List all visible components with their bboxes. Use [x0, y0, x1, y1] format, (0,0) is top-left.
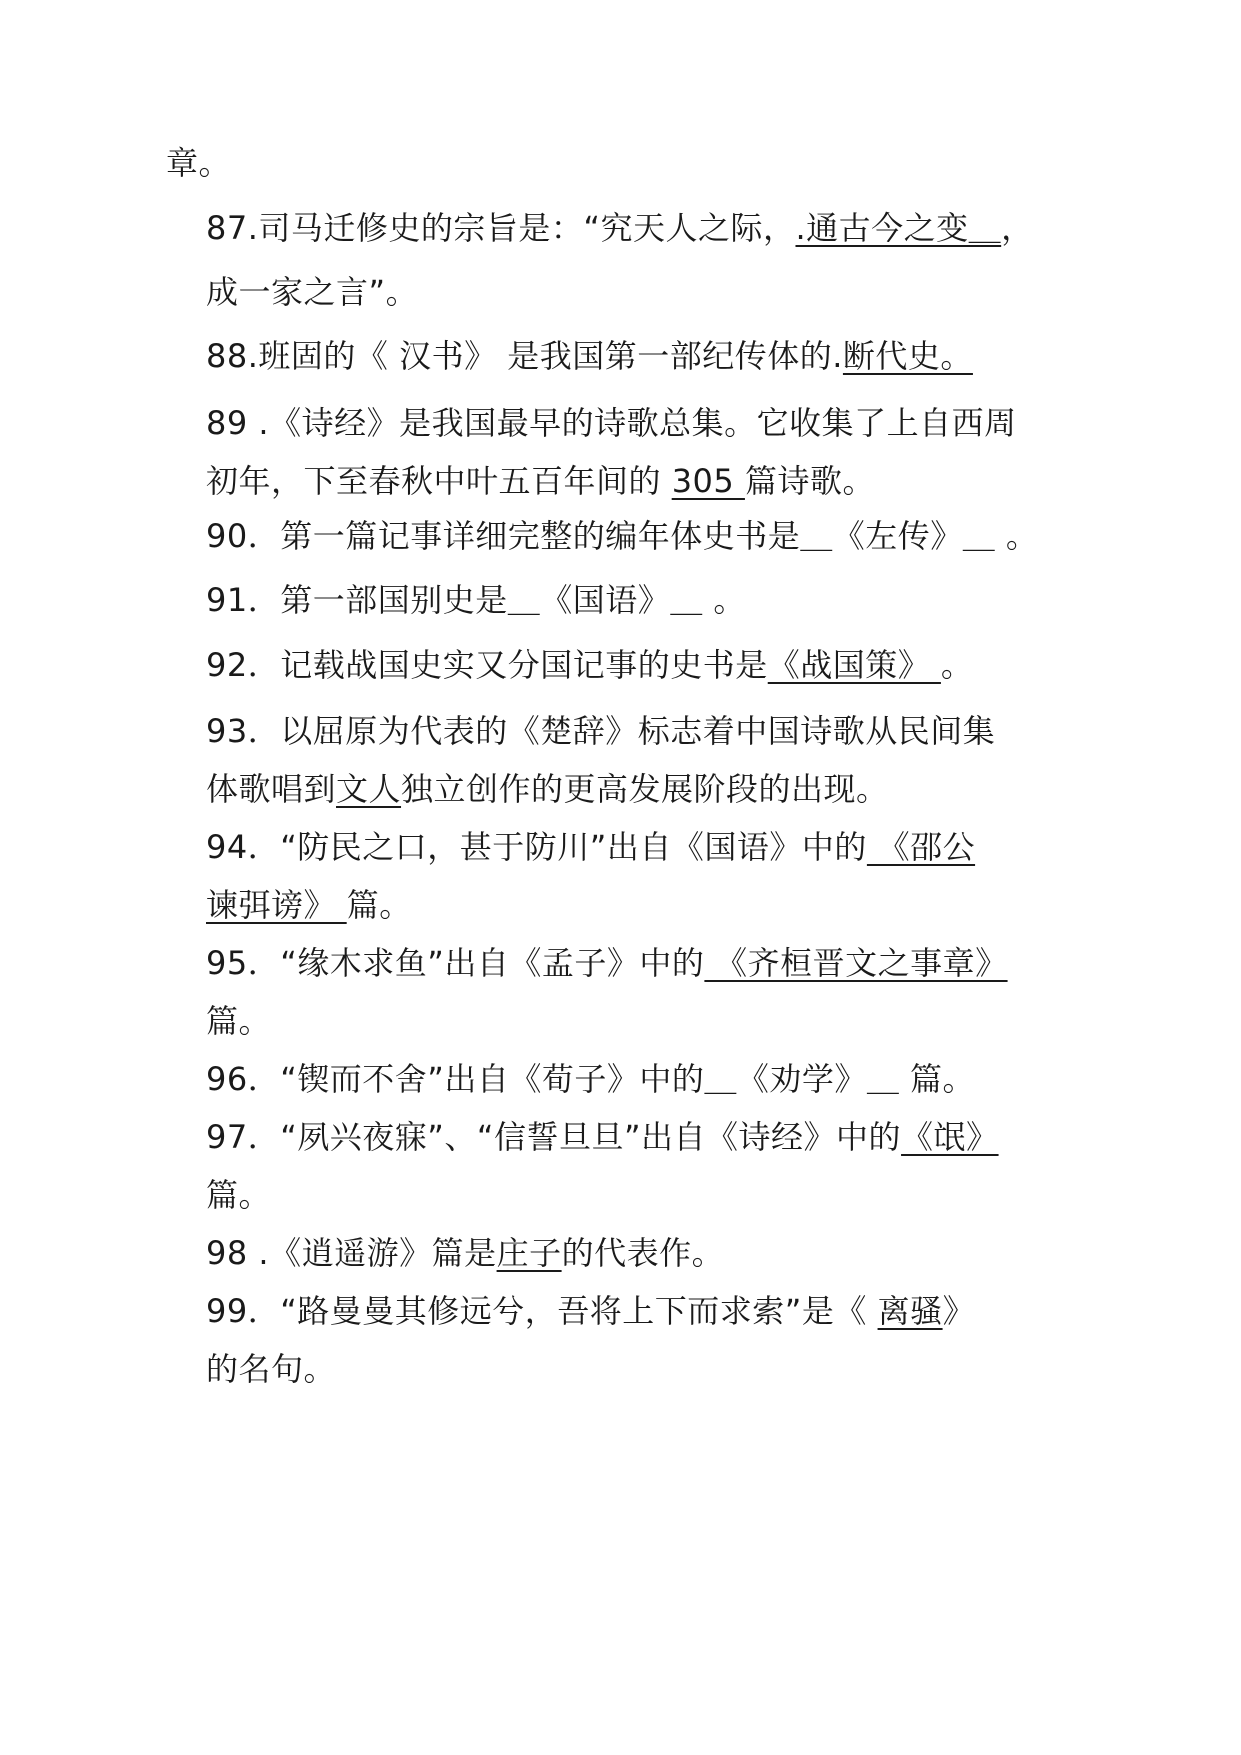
- text-segment: 91．第一部国别史是＿《国语》＿ 。: [206, 581, 746, 619]
- underlined-answer: 谏弭谤》: [206, 886, 347, 924]
- text-segment: 。: [940, 646, 974, 684]
- text-line: [206, 1349, 336, 1389]
- text-segment: 88.班固的《 汉书》 是我国第一部纪传体的.: [206, 337, 843, 375]
- text-segment: 90．第一篇记事详细完整的编年体史书是＿《左传》＿ 。: [206, 517, 1039, 555]
- text-segment: 95．“缘木求鱼”出自《孟子》中的: [206, 944, 705, 982]
- text-segment: 体歌唱到: [206, 770, 337, 808]
- text-line: [166, 143, 231, 183]
- text-line: [206, 516, 1038, 556]
- text-segment: 》: [942, 1292, 976, 1330]
- text-segment: 的名句。: [206, 1350, 337, 1388]
- text-line: [206, 943, 1008, 983]
- text-line: [206, 1291, 975, 1331]
- text-segment: 97．“夙兴夜寐”、“信誓旦旦”出自《诗经》中的: [206, 1118, 902, 1156]
- text-line: [206, 272, 418, 312]
- text-line: [206, 711, 995, 751]
- text-line: [206, 1001, 271, 1041]
- text-segment: 独立创作的更高发展阶段的出现。: [401, 770, 889, 808]
- text-segment: 篇诗歌。: [744, 462, 875, 500]
- underlined-answer: 文人: [336, 770, 402, 808]
- text-line: [206, 403, 1017, 443]
- underlined-answer: 庄子: [496, 1234, 562, 1272]
- text-segment: 89 .《诗经》是我国最早的诗歌总集。它收集了上自西周: [206, 404, 1017, 442]
- text-line: [206, 645, 973, 685]
- underlined-answer: 305: [671, 462, 745, 500]
- text-line: [206, 827, 975, 867]
- text-line: [206, 1059, 975, 1099]
- text-segment: 篇。: [206, 1002, 272, 1040]
- text-line: [206, 1233, 724, 1273]
- text-segment: ，: [1001, 209, 1034, 247]
- text-segment: 94．“防民之口，甚于防川”出自《国语》中的: [206, 828, 867, 866]
- text-segment: 99．“路曼曼其修远兮，吾将上下而求索”是《: [206, 1292, 878, 1330]
- text-segment: 篇。: [206, 1176, 272, 1214]
- text-line: [206, 336, 973, 376]
- text-line: [206, 885, 412, 925]
- text-segment: 92．记载战国史实又分国记事的史书是: [206, 646, 768, 684]
- text-segment: 87.司马迁修史的宗旨是：“究天人之际，: [206, 209, 796, 247]
- underlined-answer: 《氓》: [901, 1118, 999, 1156]
- text-segment: 章。: [166, 144, 232, 182]
- text-segment: 96．“锲而不舍”出自《荀子》中的＿《劝学》＿ 篇。: [206, 1060, 976, 1098]
- text-segment: 篇。: [346, 886, 412, 924]
- underlined-answer: 《战国策》: [767, 646, 941, 684]
- text-line: [206, 461, 875, 501]
- underlined-answer: 《邵公: [866, 828, 976, 866]
- underlined-answer: 《齐桓晋文之事章》: [704, 944, 1008, 982]
- underlined-answer: 离骚: [877, 1292, 943, 1330]
- text-segment: 的代表作。: [561, 1234, 725, 1272]
- text-line: [206, 1117, 999, 1157]
- text-segment: 98 .《逍遥游》篇是: [206, 1234, 497, 1272]
- text-segment: 93．以屈原为代表的《楚辞》标志着中国诗歌从民间集: [206, 712, 996, 750]
- text-line: [206, 769, 889, 809]
- text-segment: 初年，下至春秋中叶五百年间的: [206, 462, 672, 500]
- underlined-answer: 断代史。: [842, 337, 973, 375]
- text-segment: 成一家之言”。: [206, 273, 419, 311]
- underlined-answer: .通古今之变＿: [795, 209, 1002, 247]
- text-line: [206, 580, 746, 620]
- text-line: [206, 1175, 271, 1215]
- text-line: [206, 208, 1034, 248]
